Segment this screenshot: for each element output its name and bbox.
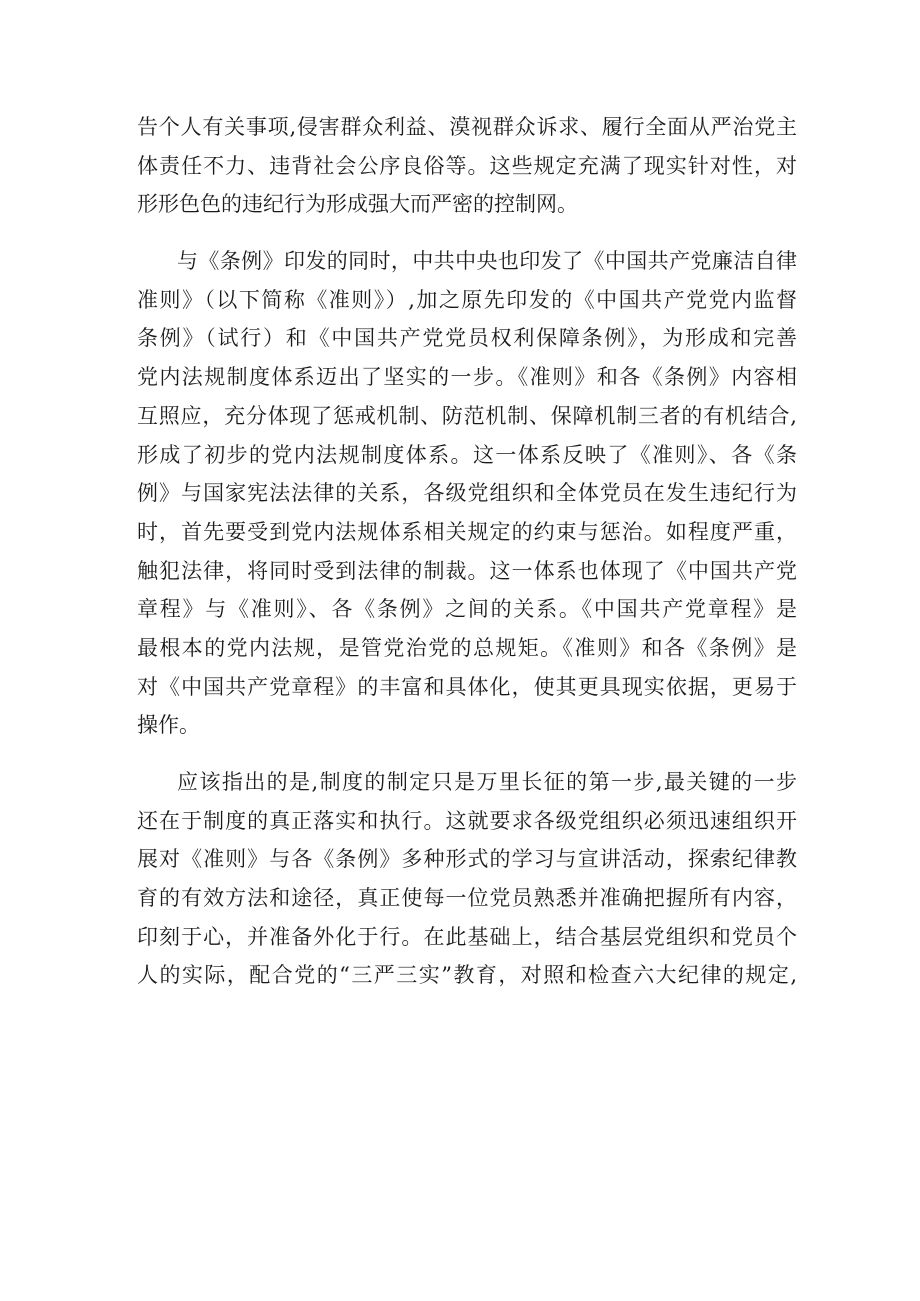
paragraph-line: 形形色色的违纪行为形成强大而严密的控制网。 xyxy=(137,192,578,217)
paragraph-line: 章程》与《准则》、各《条例》之间的关系。《中国共产党章程》是 xyxy=(137,597,797,622)
paragraph-line: 体责任不力、违背社会公序良俗等。这些规定充满了现实针对性，对 xyxy=(137,153,797,178)
paragraph-line: 还在于制度的真正落实和执行。这就要求各级党组织必须迅速组织开 xyxy=(137,808,797,833)
paragraph-line: 印刻于心，并准备外化于行。在此基础上，结合基层党组织和党员个 xyxy=(137,924,797,949)
paragraph-line: 条例》（试行）和《中国共产党党员权利保障条例》，为形成和完善 xyxy=(137,326,797,351)
paragraph-1 xyxy=(137,108,797,224)
paragraph-line: 与《条例》印发的同时，中共中央也印发了《中国共产党廉洁自律 xyxy=(177,249,797,274)
document-body xyxy=(137,108,797,995)
paragraph-3 xyxy=(137,763,797,995)
paragraph-line: 人的实际，配合党的“三严三实”教育，对照和检查六大纪律的规定, xyxy=(137,963,797,988)
paragraph-spacer xyxy=(137,224,797,242)
paragraph-line: 育的有效方法和途径，真正使每一位党员熟悉并准确把握所有内容， xyxy=(137,886,797,911)
paragraph-line: 准则》（以下简称《准则》）,加之原先印发的《中国共产党党内监督 xyxy=(137,287,797,312)
paragraph-line: 展对《准则》与各《条例》多种形式的学习与宣讲活动，探索纪律教 xyxy=(137,847,797,872)
paragraph-line: 最根本的党内法规，是管党治党的总规矩。《准则》和各《条例》是 xyxy=(137,635,797,660)
paragraph-line: 党内法规制度体系迈出了坚实的一步。《准则》和各《条例》内容相 xyxy=(137,365,797,390)
paragraph-line: 告个人有关事项,侵害群众利益、漠视群众诉求、履行全面从严治党主 xyxy=(137,115,797,139)
paragraph-line: 时，首先要受到党内法规体系相关规定的约束与惩治。如程度严重， xyxy=(137,519,797,544)
paragraph-line: 例》与国家宪法法律的关系，各级党组织和全体党员在发生违纪行为 xyxy=(137,481,797,506)
paragraph-line: 操作。 xyxy=(137,713,200,738)
paragraph-line: 形成了初步的党内法规制度体系。这一体系反映了《准则》、各《条 xyxy=(137,442,797,467)
paragraph-line: 应该指出的是,制度的制定只是万里长征的第一步,最关键的一步 xyxy=(177,770,797,794)
paragraph-line: 触犯法律，将同时受到法律的制裁。这一体系也体现了《中国共产党 xyxy=(137,558,797,583)
paragraph-2 xyxy=(137,242,797,745)
paragraph-line: 对《中国共产党章程》的丰富和具体化，使其更具现实依据，更易于 xyxy=(137,674,797,699)
paragraph-spacer xyxy=(137,745,797,763)
paragraph-line: 互照应，充分体现了惩戒机制、防范机制、保障机制三者的有机结合, xyxy=(137,403,797,428)
